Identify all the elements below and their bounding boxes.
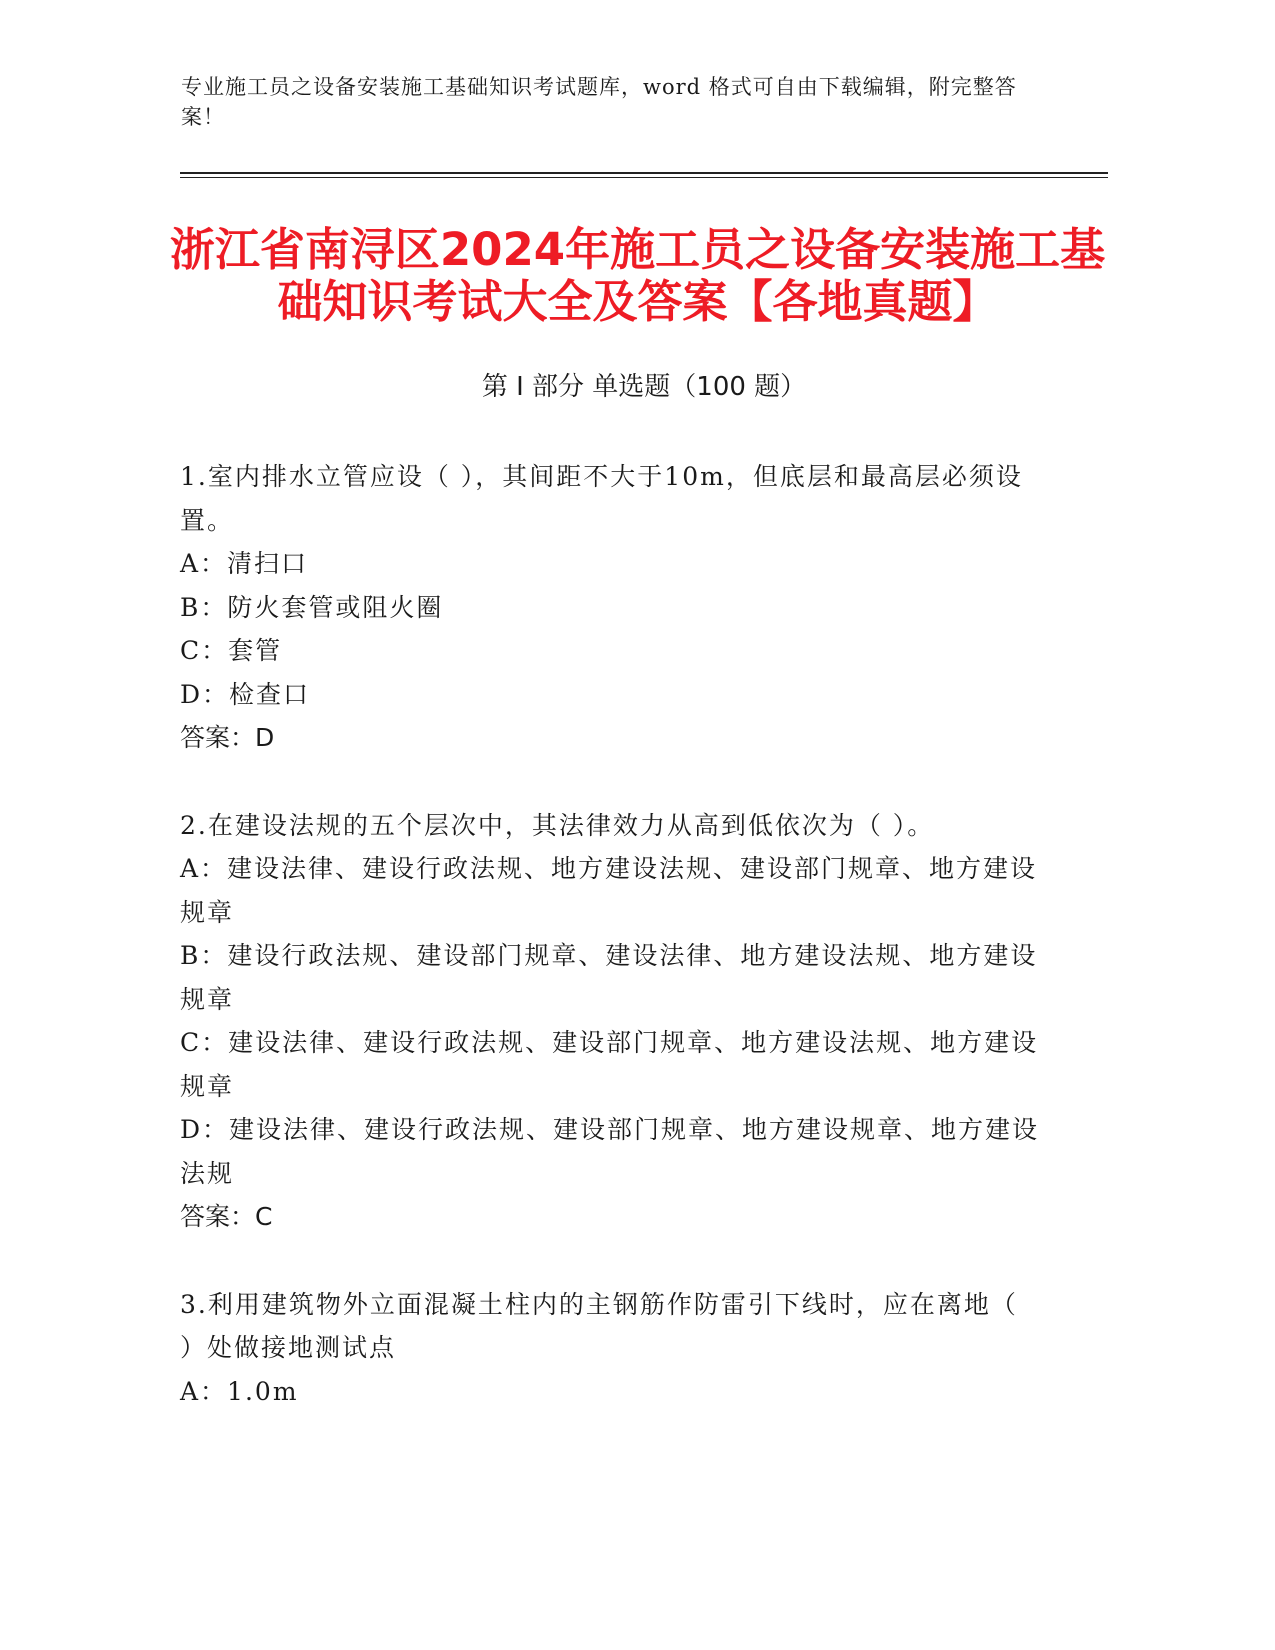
- question-stem: 2.在建设法规的五个层次中，其法律效力从高到低依次为（ ）。: [180, 810, 935, 840]
- option-b: B：建设行政法规、建设部门规章、建设法律、地方建设法规、地方建设规章: [180, 941, 1038, 1014]
- section-title: 第 I 部分 单选题（100 题）: [481, 372, 807, 402]
- option-b: B：防火套管或阻火圈: [180, 592, 444, 622]
- page-title: 浙江省南浔区2024年施工员之设备安装施工基础知识考试大全及答案【各地真题】: [169, 223, 1106, 328]
- header-divider-thin: [180, 177, 1108, 178]
- header-divider-thick: [180, 172, 1108, 174]
- option-c: C：套管: [180, 636, 283, 665]
- question-3: [180, 1283, 1040, 1414]
- option-a: A：1.0m: [180, 1376, 299, 1406]
- question-list: [180, 455, 1040, 1457]
- answer-text: 答案：C: [180, 1202, 273, 1231]
- option-a: A：建设法律、建设行政法规、地方建设法规、建设部门规章、地方建设规章: [180, 854, 1038, 927]
- option-a: A：清扫口: [180, 549, 309, 578]
- answer-text: 答案：D: [180, 723, 275, 752]
- question-1: [180, 455, 1040, 760]
- option-d: D：检查口: [180, 679, 311, 709]
- option-d: D：建设法律、建设行政法规、建设部门规章、地方建设规章、地方建设法规: [180, 1115, 1040, 1188]
- question-stem: 3.利用建筑物外立面混凝土柱内的主钢筋作防雷引下线时，应在离地（ ）处做接地测试点: [180, 1289, 1018, 1362]
- header-note: 专业施工员之设备安装施工基础知识考试题库，word 格式可自由下载编辑，附完整答案！: [181, 75, 1017, 129]
- option-c: C：建设法律、建设行政法规、建设部门规章、地方建设法规、地方建设规章: [180, 1028, 1039, 1101]
- question-2: [180, 804, 1040, 1239]
- question-stem: 1.室内排水立管应设（ ），其间距不大于10m，但底层和最高层必须设置。: [180, 462, 1023, 535]
